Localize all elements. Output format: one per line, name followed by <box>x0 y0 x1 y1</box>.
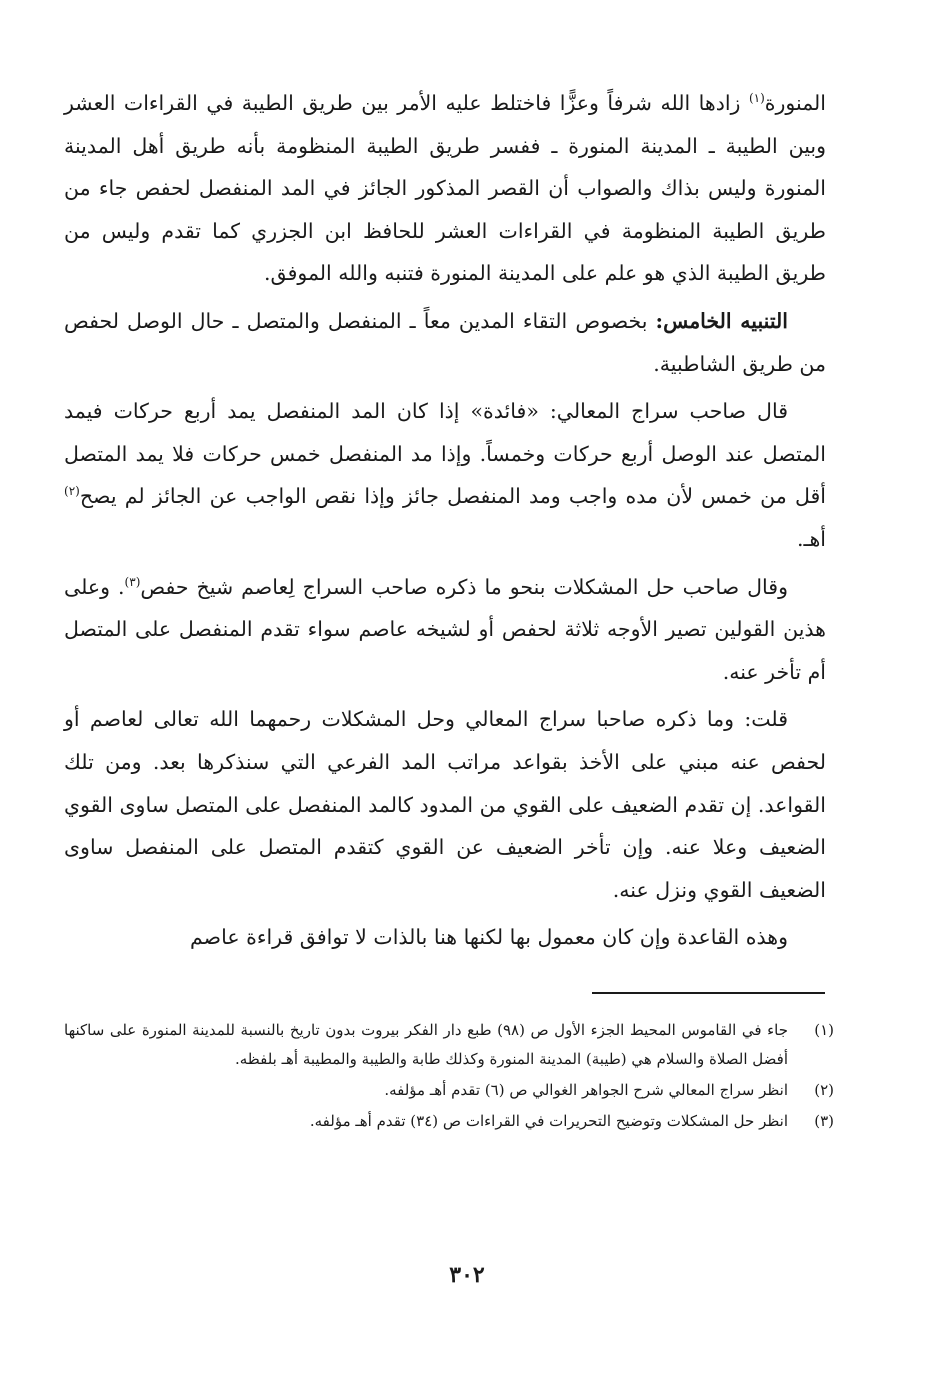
paragraph-6 <box>64 916 826 959</box>
footnote-text: انظر حل المشكلات وتوضيح التحريرات في القراءات ص (٣٤) تقدم أهـ مؤلفه. <box>309 1112 788 1130</box>
footnote-ref-1: (١) <box>748 91 765 106</box>
page-number: ٣٠٢ <box>449 1262 485 1288</box>
paragraph-1-start: المنورة <box>764 91 826 115</box>
footnote-3 <box>64 1107 834 1136</box>
footnote-ref-3: (٣) <box>124 574 141 589</box>
footnote-1 <box>64 1016 834 1074</box>
paragraph-5 <box>64 698 826 911</box>
footnote-number: (٢) <box>814 1081 834 1099</box>
paragraph-3 <box>64 390 826 560</box>
footnote-text: انظر سراج المعالي شرح الجواهر الغوالي ص (٦) تقدم أهـ مؤلفه. <box>384 1081 788 1099</box>
paragraph-3-text: قال صاحب سراج المعالي: «فائدة» إذا كان المد المنفصل يمد أربع حركات فيمد المتصل عند الوصل أربع حركات وخمساً. وإذا مد المنفصل خمس حركات فلا يمد المتصل أقل من خمس لأن مده واجب ومد المنفصل جائز وإذا نقص الواجب عن الجائز لم يصح <box>64 399 826 509</box>
footnotes-section <box>64 1016 834 1138</box>
footnote-number: (١) <box>814 1021 834 1039</box>
paragraph-4 <box>64 566 826 694</box>
paragraph-4-text: وقال صاحب حل المشكلات بنحو ما ذكره صاحب السراج لِعاصم شيخ حفص <box>140 574 788 599</box>
main-text-body <box>64 82 826 964</box>
paragraph-2-text: بخصوص التقاء المدين معاً ـ المنفصل والمتصل ـ حال الوصل لحفص من طريق الشاطبية. <box>64 308 826 376</box>
paragraph-6-text: وهذه القاعدة وإن كان معمول بها لكنها هنا بالذات لا توافق قراءة عاصم <box>190 925 788 950</box>
paragraph-4-rest: . وعلى هذين القولين تصير الأوجه ثلاثة لحفص أو لشيخه عاصم سواء تقدم المنفصل على المتصل أم تأخر عنه. <box>64 574 826 684</box>
paragraph-2 <box>64 300 826 385</box>
footnote-number: (٣) <box>814 1112 834 1130</box>
footnote-text: جاء في القاموس المحيط الجزء الأول ص (٩٨) طبع دار الفكر بيروت بدون تاريخ بالنسبة للمدينة المنورة على ساكنها أفضل الصلاة والسلام هي (طيبة) المدينة المنورة وكذلك طابة والطيبة والمطيبة أهـ بلفظه. <box>64 1021 788 1068</box>
footnote-ref-2: (٢) <box>64 484 80 499</box>
paragraph-5-text: قلت: وما ذكره صاحبا سراج المعالي وحل المشكلات رحمهما الله تعالى لعاصم أو لحفص عنه مبني على الأخذ بقواعد مراتب المد الفرعي التي سنذكرها بعد. ومن تلك القواعد. إن تقدم الضعيف على القوي من المدود كالمد المنفصل على المتصل ساوى القوي الضعيف وعلا عنه. وإن تأخر الضعيف عن القوي كتقدم المتصل على المنفصل ساوى الضعيف القوي ونزل عنه. <box>64 707 826 902</box>
paragraph-1 <box>64 82 826 295</box>
footnote-divider <box>592 992 825 994</box>
footnote-2 <box>64 1076 834 1105</box>
paragraph-3-end: أهـ. <box>796 526 826 551</box>
section-heading-fifth-note: التنبيه الخامس: <box>655 308 788 333</box>
paragraph-1-rest: زادها الله شرفاً وعزًّا فاختلط عليه الأمر بين طريق الطيبة في القراءات العشر وبين الطيبة ـ المدينة المنورة ـ ففسر طريق الطيبة المنظومة بأنه طريق أهل المدينة المنورة وليس بذاك والصواب أن القصر المذكور الجائز في المد المنفصل لحفص جاء من طريق الطيبة المنظومة في القراءات العشر للحافظ ابن الجزري كما تقدم وليس من طريق الطيبة الذي هو علم على المدينة المنورة فتنبه والله الموفق. <box>64 91 826 286</box>
